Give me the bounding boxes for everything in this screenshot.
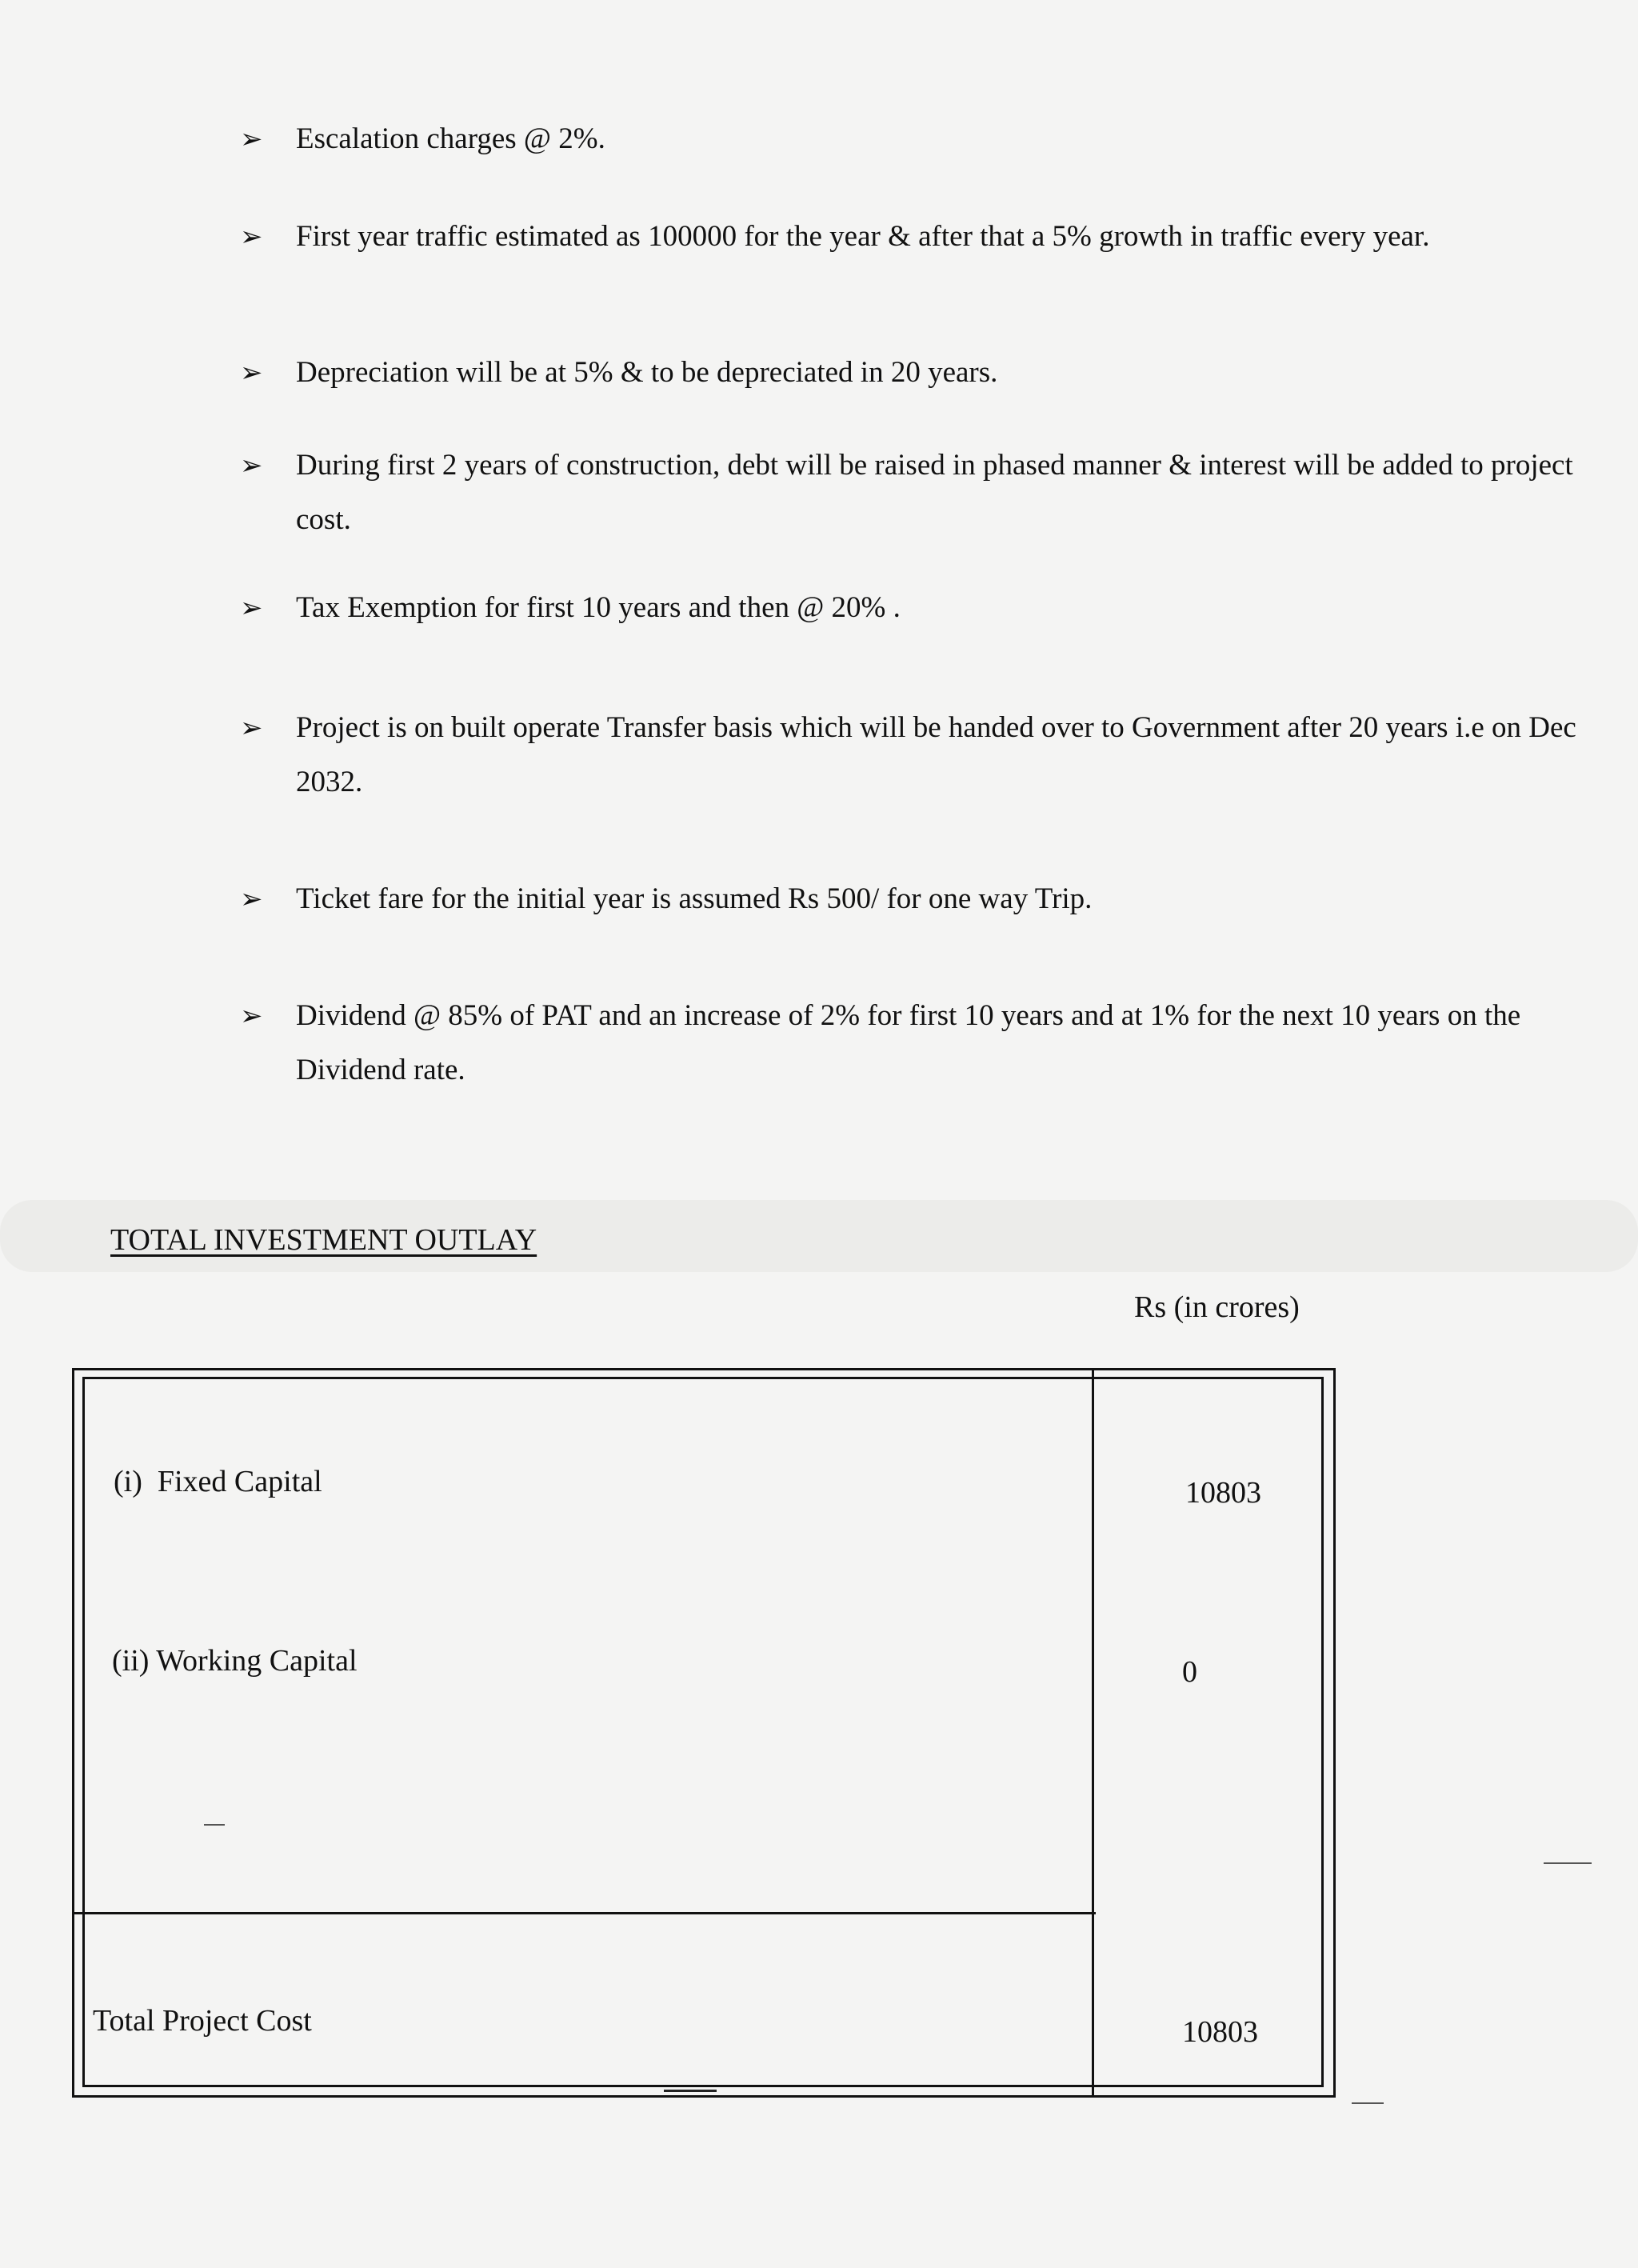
bullet-item [240,701,1584,810]
arrow-bullet-icon: ➢ [240,357,263,389]
bullet-item [240,438,1584,547]
bullet-item [240,581,1584,635]
section-heading: TOTAL INVESTMENT OUTLAY [110,1223,537,1257]
scan-mark [204,1824,225,1826]
column-divider [1092,1368,1094,2098]
bullet-item [240,112,1584,166]
bullet-item [240,346,1584,400]
bullet-text: Escalation charges @ 2%. [296,122,605,155]
bullet-text: First year traffic estimated as 100000 for the year & after that a 5% growth in traffic every year. [296,220,1430,253]
scan-mark [1352,2102,1384,2104]
bullet-item [240,210,1584,264]
bullet-text: Depreciation will be at 5% & to be depreciated in 20 years. [296,356,998,389]
total-cost-label: Total Project Cost [93,2004,312,2038]
bullet-text: Ticket fare for the initial year is assumed Rs 500/ for one way Trip. [296,882,1093,915]
arrow-bullet-icon: ➢ [240,221,263,253]
bullet-text: During first 2 years of construction, debt will be raised in phased manner & interest will be added to project cost. [296,449,1573,536]
scan-mark [664,2090,717,2092]
arrow-bullet-icon: ➢ [240,123,263,155]
fixed-capital-value: 10803 [1185,1476,1261,1510]
row-divider [72,1912,1096,1914]
working-capital-label: (ii) Working Capital [112,1644,358,1678]
arrow-bullet-icon: ➢ [240,1000,263,1032]
arrow-bullet-icon: ➢ [240,712,263,744]
bullet-text: Dividend @ 85% of PAT and an increase of 2% for first 10 years and at 1% for the next 10 years on the Dividend rate. [296,999,1521,1086]
bullet-item [240,989,1584,1098]
bullet-text: Project is on built operate Transfer basis which will be handed over to Government after 20 years i.e on Dec 2032. [296,711,1576,798]
arrow-bullet-icon: ➢ [240,450,263,482]
arrow-bullet-icon: ➢ [240,592,263,624]
scan-mark [1544,1862,1592,1864]
total-cost-value: 10803 [1182,2015,1258,2049]
working-capital-value: 0 [1182,1655,1197,1689]
fixed-capital-label: (i) Fixed Capital [114,1465,322,1498]
units-label: Rs (in crores) [1134,1290,1300,1324]
arrow-bullet-icon: ➢ [240,883,263,915]
bullet-item [240,872,1584,926]
bullet-text: Tax Exemption for first 10 years and then @ 20% . [296,591,901,624]
